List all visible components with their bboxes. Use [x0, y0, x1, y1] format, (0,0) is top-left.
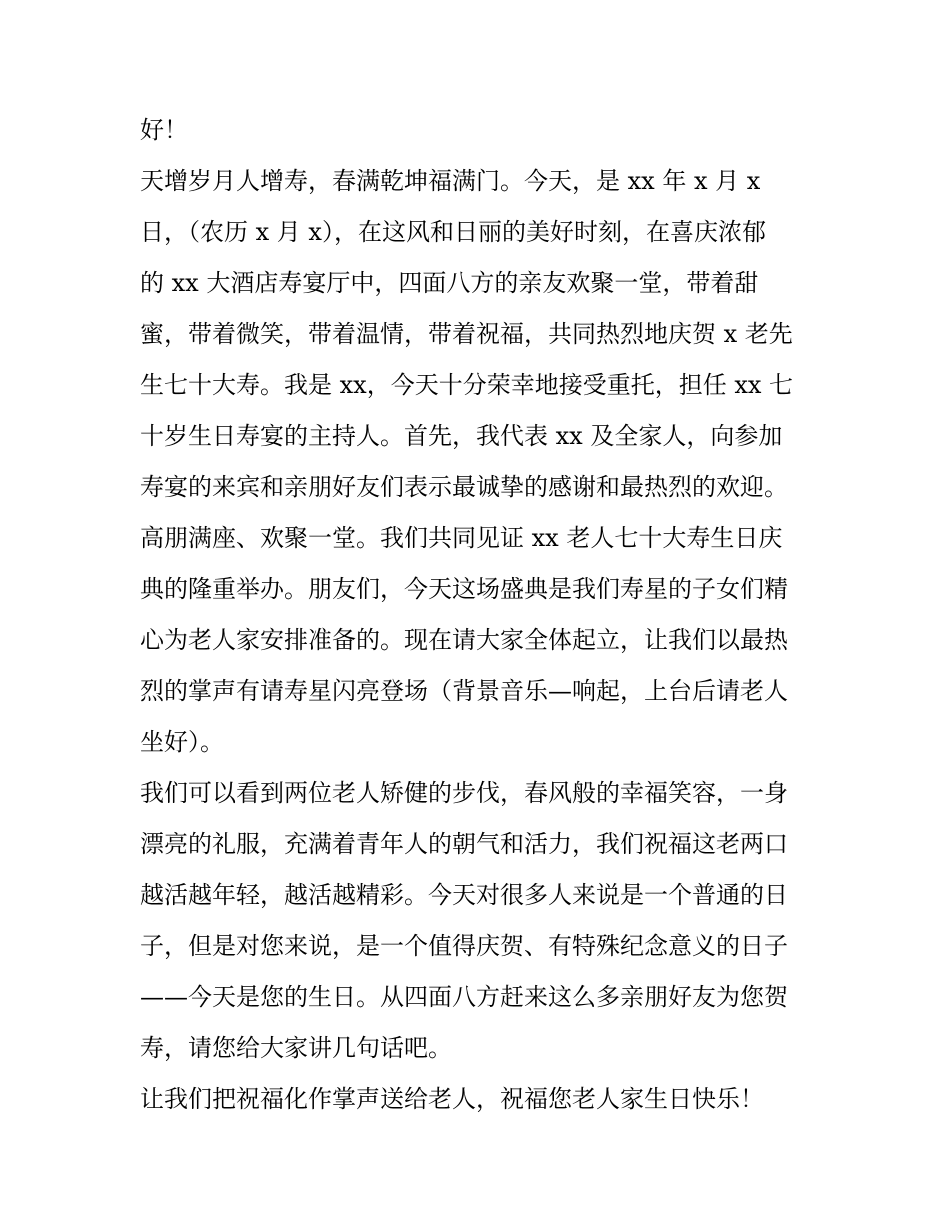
text-line: 越活越年轻，越活越精彩。今天对很多人来说是一个普通的日	[140, 881, 788, 909]
document-body	[140, 105, 820, 1125]
text-line: ——今天是您的生日。从四面八方赶来这么多亲朋好友为您贺	[140, 983, 788, 1011]
text-line: 漂亮的礼服，充满着青年人的朝气和活力，我们祝福这老两口	[140, 830, 788, 858]
text-line: 子，但是对您来说，是一个值得庆贺、有特殊纪念意义的日子	[140, 932, 788, 960]
text-line: 典的隆重举办。朋友们，今天这场盛典是我们寿星的子女们精	[140, 575, 788, 603]
text-line: 高朋满座、欢聚一堂。我们共同见证 xx 老人七十大寿生日庆	[140, 524, 783, 552]
text-line: 生七十大寿。我是 xx，今天十分荣幸地接受重托，担任 xx 七	[140, 371, 794, 399]
text-line: 的 xx 大酒店寿宴厅中，四面八方的亲友欢聚一堂，带着甜	[140, 269, 759, 297]
text-line: 天增岁月人增寿，春满乾坤福满门。今天，是 xx 年 x 月 x	[140, 167, 761, 195]
text-line: 我们可以看到两位老人矫健的步伐，春风般的幸福笑容，一身	[140, 779, 788, 807]
text-line: 十岁生日寿宴的主持人。首先，我代表 xx 及全家人，向参加	[140, 422, 783, 450]
text-line: 寿，请您给大家讲几句话吧。	[140, 1034, 452, 1062]
text-line: 烈的掌声有请寿星闪亮登场（背景音乐—响起，上台后请老人	[140, 677, 788, 705]
text-line: 日，（农历 x 月 x），在这风和日丽的美好时刻，在喜庆浓郁	[140, 218, 766, 246]
text-line: 寿宴的来宾和亲朋好友们表示最诚挚的感谢和最热烈的欢迎。	[140, 473, 788, 501]
text-line: 好！	[140, 116, 188, 144]
text-line: 心为老人家安排准备的。现在请大家全体起立，让我们以最热	[140, 626, 788, 654]
text-line: 让我们把祝福化作掌声送给老人，祝福您老人家生日快乐！	[140, 1085, 764, 1113]
text-line: 坐好）。	[140, 728, 224, 756]
text-line: 蜜，带着微笑，带着温情，带着祝福，共同热烈地庆贺 x 老先	[140, 320, 793, 348]
